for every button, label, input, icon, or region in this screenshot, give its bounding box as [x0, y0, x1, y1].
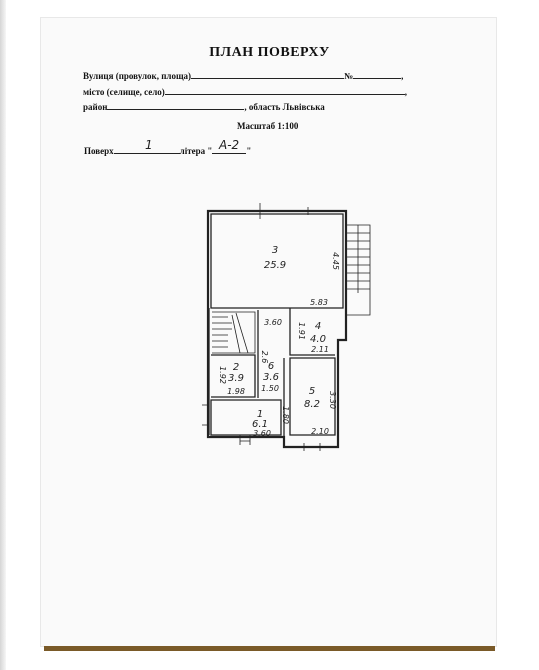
dim-1-80: 1.80 [281, 406, 290, 424]
street-field [191, 70, 344, 79]
room-3-area: 25.9 [263, 260, 287, 271]
dim-4-45: 4.45 [331, 252, 340, 270]
dimension-labels [218, 252, 340, 438]
number-field [353, 70, 401, 79]
dim-2-11: 2.11 [311, 345, 329, 354]
page-shadow [0, 0, 6, 670]
dim-2-10: 2.10 [311, 427, 329, 436]
floor-label: Поверх [84, 146, 114, 156]
dim-3-30: 3.30 [328, 391, 337, 409]
stair-flight [212, 312, 255, 353]
city-label: місто (селище, село) [83, 87, 165, 97]
dim-2-6: 2.6 [260, 350, 269, 364]
sheet-edge [44, 646, 495, 651]
room-6-area: 3.6 [263, 372, 279, 383]
room-1-area: 6.1 [252, 419, 268, 430]
street-label: Вулиця (провулок, площа) [83, 71, 192, 81]
floor-plan [180, 195, 400, 455]
district-label: район [83, 102, 108, 112]
dim-5-83: 5.83 [310, 298, 328, 307]
room-4-area: 4.0 [310, 334, 326, 345]
region-label: , область Львівська [244, 102, 325, 112]
district-field [107, 101, 244, 110]
dim-1-91: 1.91 [297, 322, 306, 340]
letter-value: А-2 [219, 138, 240, 152]
document-title: ПЛАН ПОВЕРХУ [209, 45, 330, 60]
city-field [165, 86, 405, 95]
room-labels [228, 245, 326, 430]
scale-label: Масштаб 1:100 [237, 121, 299, 131]
room-5-area: 8.2 [304, 399, 320, 410]
exterior-stair [346, 225, 370, 315]
number-label: № [344, 71, 354, 81]
room-3-number: 3 [271, 245, 279, 256]
dim-3-60-top: 3.60 [264, 318, 282, 327]
dim-1-50: 1.50 [261, 384, 279, 393]
room-4-number: 4 [314, 321, 322, 332]
room-1-number: 1 [256, 409, 264, 420]
dim-1-92: 1.92 [218, 366, 227, 384]
floor-value: 1 [145, 138, 153, 152]
room-2-area: 3.9 [228, 373, 244, 384]
room-6-number: 6 [267, 361, 275, 372]
dim-1-98: 1.98 [227, 387, 245, 396]
street-line: Вулиця (провулок, площа) № , [83, 71, 404, 81]
room-2-number: 2 [232, 362, 240, 373]
room-5-number: 5 [308, 386, 316, 397]
district-line [83, 101, 325, 112]
floor-line: Поверх літера " " [84, 146, 252, 156]
dim-3-60-bottom: 3.60 [253, 429, 271, 438]
city-line: місто (селище, село) , [83, 87, 407, 97]
letter-label: літера [179, 146, 206, 156]
